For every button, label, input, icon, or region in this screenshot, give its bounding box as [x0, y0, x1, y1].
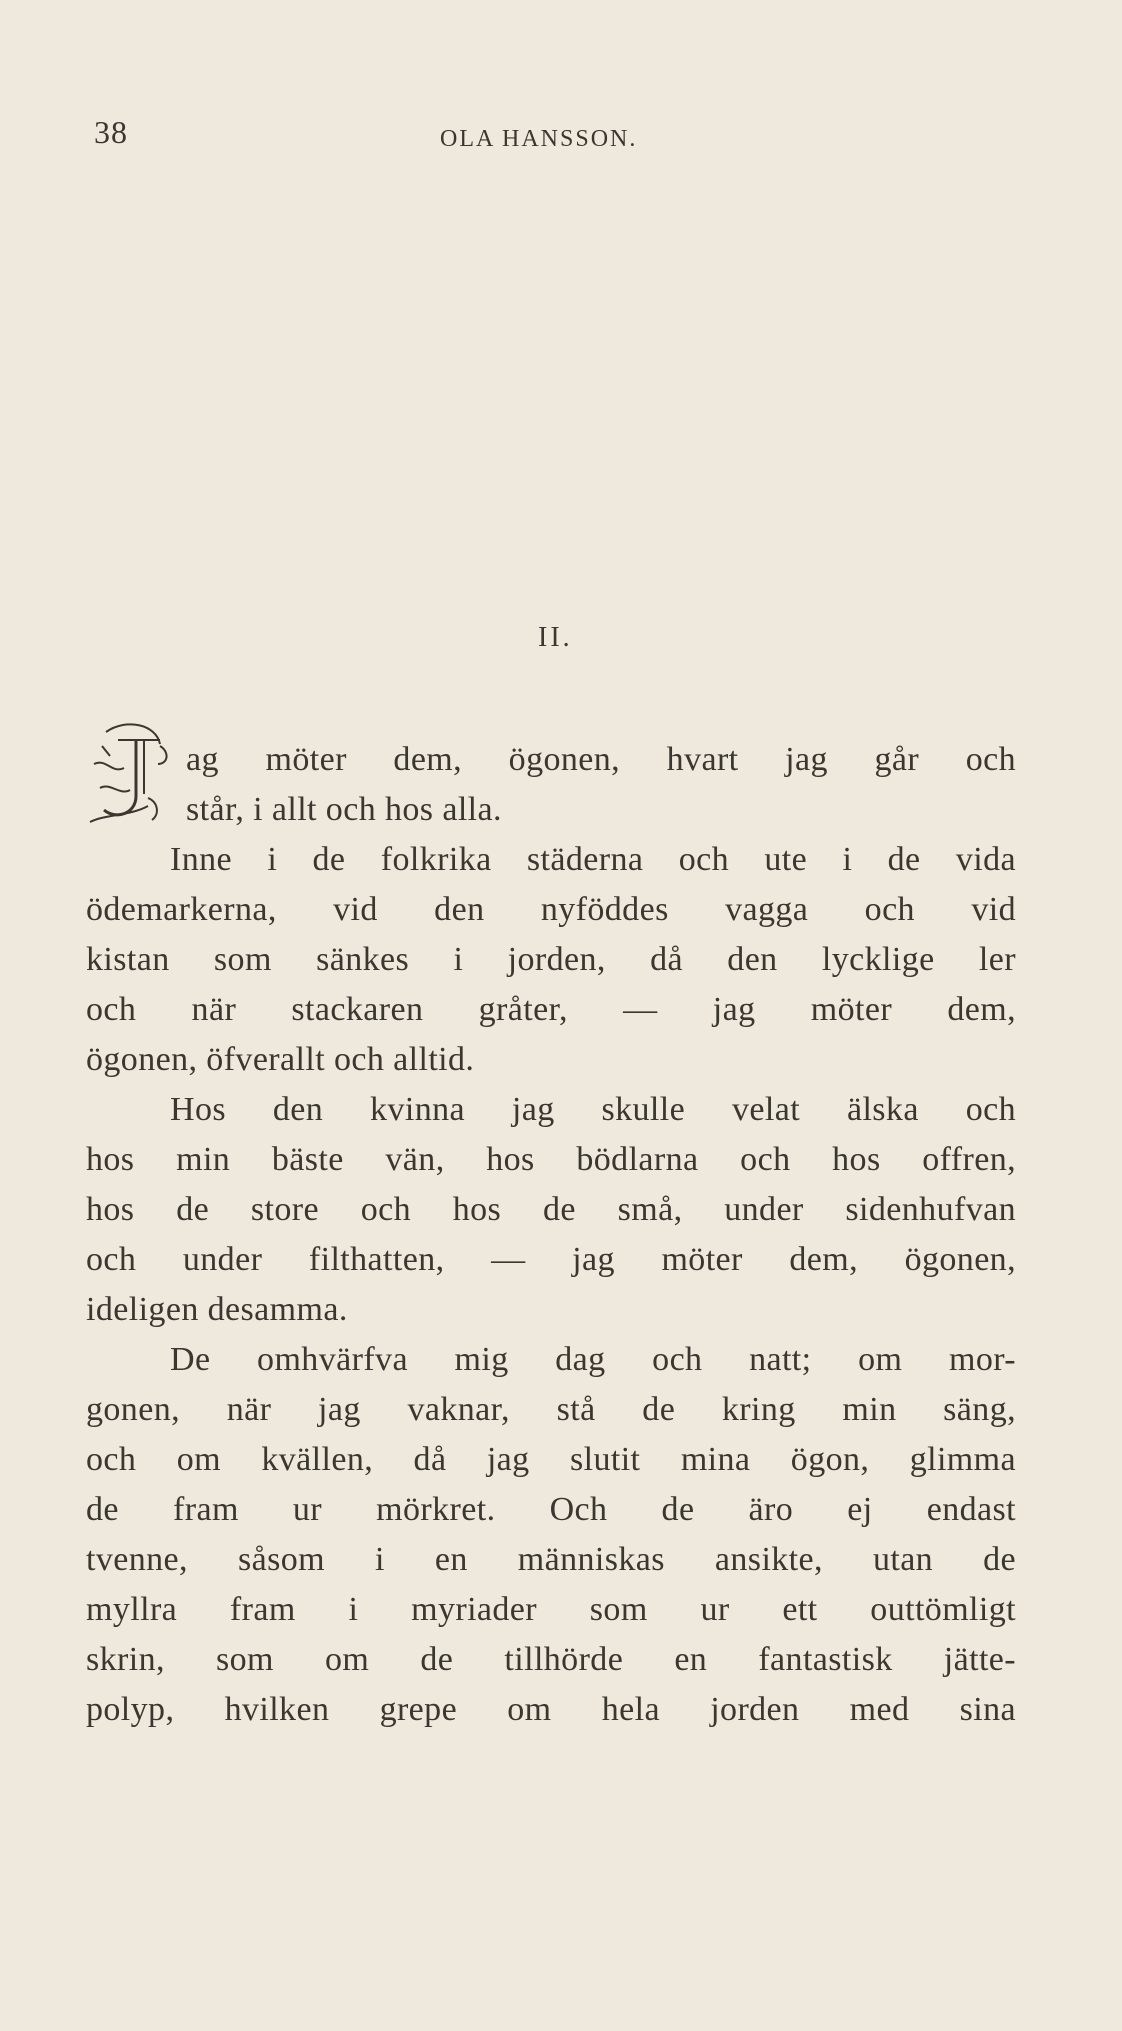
text-line: och om kvällen, då jag slutit mina ögon, glimma	[86, 1441, 1016, 1478]
text-line: myllra fram i myriader som ur ett outtömligt	[86, 1591, 1016, 1628]
text-line: ideligen desamma.	[86, 1291, 348, 1328]
text-line: de fram ur mörkret. Och de äro ej endast	[86, 1491, 1016, 1528]
text-line: står, i allt och hos alla.	[186, 791, 502, 828]
text-line: ögonen, öfverallt och alltid.	[86, 1041, 475, 1078]
drop-cap-ornament	[86, 718, 178, 830]
text-line: Hos den kvinna jag skulle velat älska och	[170, 1091, 1016, 1128]
text-line: gonen, när jag vaknar, stå de kring min säng,	[86, 1391, 1016, 1428]
text-line: polyp, hvilken grepe om hela jorden med sina	[86, 1691, 1016, 1728]
text-line: Inne i de folkrika städerna och ute i de vida	[170, 841, 1016, 878]
section-number: II.	[538, 622, 573, 653]
page-number: 38	[94, 114, 128, 150]
text-line: kistan som sänkes i jorden, då den lycklige ler	[86, 941, 1016, 978]
text-line: tvenne, såsom i en människas ansikte, utan de	[86, 1541, 1016, 1578]
ornamental-initial-j-icon	[86, 718, 178, 830]
text-line: och under filthatten, — jag möter dem, ögonen,	[86, 1241, 1016, 1278]
text-line: hos min bäste vän, hos bödlarna och hos offren,	[86, 1141, 1016, 1178]
text-line: hos de store och hos de små, under sidenhufvan	[86, 1191, 1016, 1228]
text-line: De omhvärfva mig dag och natt; om mor-	[170, 1341, 1016, 1378]
text-line: och när stackaren gråter, — jag möter dem,	[86, 991, 1016, 1028]
text-line: ag möter dem, ögonen, hvart jag går och	[186, 741, 1016, 778]
text-line: ödemarkerna, vid den nyföddes vagga och vid	[86, 891, 1016, 928]
running-head: OLA HANSSON.	[440, 126, 638, 152]
text-line: skrin, som om de tillhörde en fantastisk jätte-	[86, 1641, 1016, 1678]
